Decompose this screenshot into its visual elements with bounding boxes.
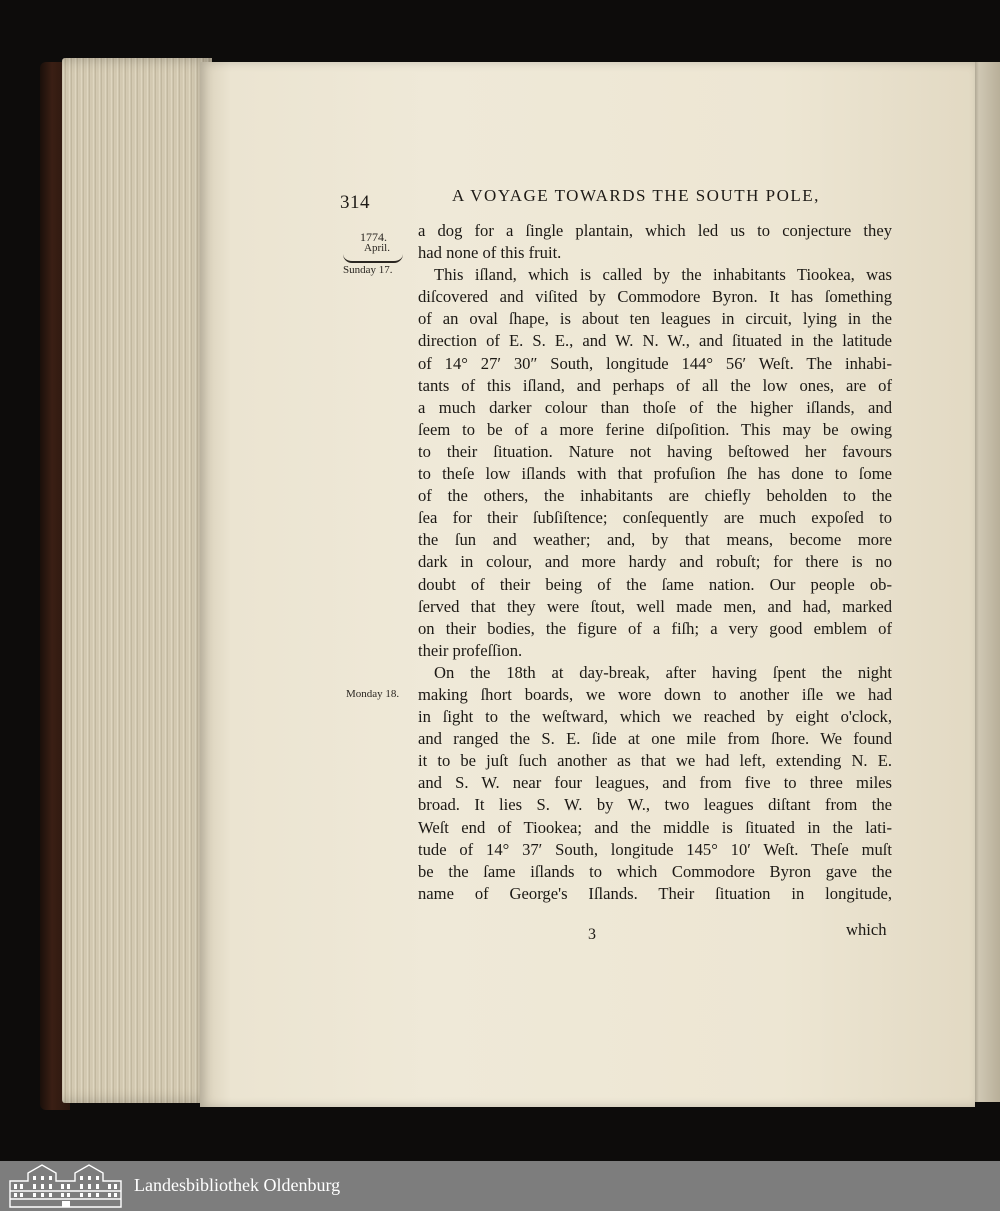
- library-building-icon: [8, 1163, 123, 1209]
- page-edges: [62, 58, 212, 1103]
- text-line: ſea for their ſubſiſtence; conſequently are much expoſed to: [418, 508, 892, 528]
- library-name: Landesbibliothek Oldenburg: [134, 1175, 341, 1195]
- running-head: A VOYAGE TOWARDS THE SOUTH POLE,: [452, 186, 820, 205]
- text-line: doubt of their being of the ſame nation. Our people ob-: [418, 574, 892, 594]
- margin-date-monday: Monday 18.: [346, 688, 400, 700]
- text-line: be the ſame iſlands to which Commodore Byron gave the: [418, 861, 892, 881]
- text-line: of the others, the inhabitants are chiefly beholden to the: [418, 486, 892, 506]
- text-line: and ranged the S. E. ſide at one mile from ſhore. We found: [418, 729, 892, 749]
- text-line: dark in colour, and more hardy and robuſt; for there is no: [418, 552, 892, 572]
- text-line: tude of 14° 37′ South, longitude 145° 10′ Weſt. Theſe muſt: [418, 839, 892, 859]
- text-line: and S. W. near four leagues, and from five to three miles: [418, 773, 892, 793]
- margin-brace: [343, 254, 403, 263]
- text-line: ſeem to be of a more ferine diſpoſition. This may be owing: [418, 419, 892, 439]
- text-line: of 14° 27′ 30″ South, longitude 144° 56′ Weſt. The inhabi-: [418, 353, 892, 373]
- text-line: broad. It lies S. W. by W., two leagues diſtant from the: [418, 795, 892, 815]
- text-line: it to be juſt ſuch another as that we had left, extending N. E.: [418, 751, 892, 771]
- text-line: making ſhort boards, we wore down to another iſle we had: [418, 684, 892, 704]
- text-line: ſerved that they were ſtout, well made men, and had, marked: [418, 596, 892, 616]
- margin-month: April.: [364, 242, 390, 254]
- text-line: to theſe low iſlands with that profuſion ſhe has done to ſome: [418, 464, 892, 484]
- text-line: name of George's Iſlands. Their ſituation in longitude,: [418, 883, 892, 903]
- text-line: diſcovered and viſited by Commodore Byron. It has ſomething: [418, 287, 892, 307]
- text-line: on their bodies, the figure of a fiſh; a very good emblem of: [418, 618, 892, 638]
- text-line: of an oval ſhape, is about ten leagues in circuit, lying in the: [418, 309, 892, 329]
- text-line: tants of this iſland, and perhaps of all the low ones, are of: [418, 375, 892, 395]
- margin-date-sunday: Sunday 17.: [343, 264, 393, 276]
- text-line: On the 18th at day-break, after having ſpent the night: [434, 662, 892, 682]
- body-text: [418, 220, 892, 905]
- text-line: in ſight to the weſtward, which we reached by eight o'clock,: [418, 707, 892, 727]
- text-line: a much darker colour than thoſe of the higher iſlands, and: [418, 397, 892, 417]
- signature-mark: 3: [588, 926, 596, 943]
- text-line: a dog for a ſingle plantain, which led us to conjecture they: [418, 221, 892, 240]
- text-line: Weſt end of Tiookea; and the middle is ſituated in the lati-: [418, 817, 892, 837]
- text-line: direction of E. S. E., and W. N. W., and ſituated in the latitude: [418, 331, 892, 351]
- margin-year: 1774.: [360, 230, 387, 244]
- text-line: to their ſituation. Nature not having beſtowed her favours: [418, 441, 892, 461]
- page-number: 314: [340, 192, 370, 213]
- catchword: which: [846, 920, 887, 939]
- text-line: their profeſſion.: [418, 640, 523, 660]
- text-line: This iſland, which is called by the inhabitants Tiookea, was: [434, 265, 892, 285]
- text-line: had none of this fruit.: [418, 243, 562, 263]
- footer-bar: [0, 1161, 1000, 1211]
- text-line: the ſun and weather; and, by that means, become more: [418, 530, 892, 550]
